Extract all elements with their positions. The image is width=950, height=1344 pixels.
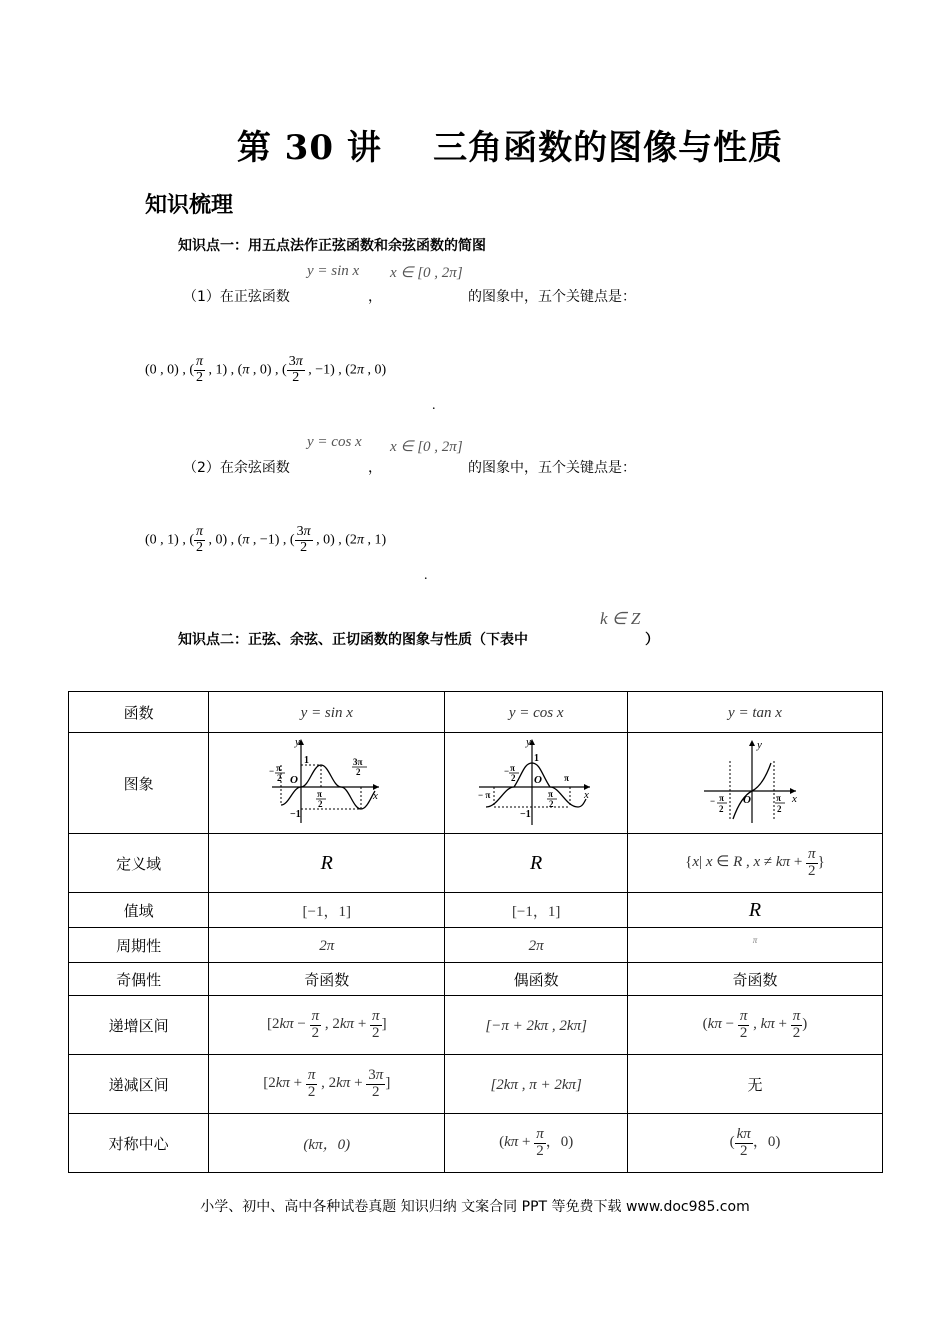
sin-func-label: y = sin x [307,263,360,279]
tick-1: 1 [303,755,309,766]
cos-func-label: y = cos x [307,434,362,450]
center-cos: (kπ + $\frac{\pi}{2}$ ，0) [499,1125,574,1159]
svg-text:2: 2 [317,799,323,809]
dec-tan: 无 [747,1075,763,1094]
svg-text:−: − [504,766,510,776]
svg-text:y: y [756,739,762,751]
dec-sin: [2kπ + $\frac{\pi}{2}$ , 2kπ + $\frac{3\pi}{2}$ ] [263,1066,391,1100]
kp1-item2-suffix: 的图象中，五个关键点是： [468,460,636,476]
svg-text:−1: −1 [520,809,531,820]
svg-text:π: π [548,789,554,799]
kp2-heading: 知识点二：正弦、余弦、正切函数的图象与性质（下表中 [178,632,528,648]
parity-sin: 奇函数 [304,970,350,989]
kp1-item2-prefix: （2）在余弦函数 [183,460,290,476]
func-sin: y = sin x [300,705,353,721]
tick-pi-2: π [316,789,322,799]
domain-sin: R [320,851,333,874]
period-cos: 2π [528,938,544,954]
label-increasing: 递增区间 [69,996,209,1055]
svg-text:2: 2 [776,804,782,814]
table-row [69,996,883,1055]
kp1-item2-comma: ， [368,460,382,476]
sin-graph [267,735,387,827]
domain-cos: R [530,851,543,874]
axis-y-label: y [294,736,300,748]
tick-3pi-2: 3π [352,757,363,767]
parity-tan: 奇函数 [732,970,778,989]
page-title: 第 30 讲 三角函数的图像与性质 [236,128,784,168]
kp2-heading-close: ） [645,632,659,648]
tick-neg1: −1 [289,809,301,820]
range-tan: R [748,898,762,921]
label-period: 周期性 [69,928,209,963]
svg-text:x: x [584,789,590,801]
footer: 小学、初中、高中各种试卷真题 知识归纳 文案合同 PPT 等免费下载 www.doc985.com [200,1199,750,1215]
label-center: 对称中心 [69,1114,209,1173]
func-tan: y = tan x [728,705,782,721]
inc-cos: [−π + 2kπ , 2kπ] [485,1018,587,1034]
cos-key-points: (0 , 1) , ( $\frac{\pi}{2}$ , 0) , (π , −1) , ( $\frac{3\pi}{2}$ , 0) , (2π , 1) [145,524,387,555]
svg-text:π: π [510,763,516,773]
cos-domain-label: x ∈ [0 , 2π] [390,439,463,455]
dot-2: . [424,568,428,583]
svg-text:π: π [775,793,781,803]
range-cos: [−1，1] [511,903,561,920]
label-range: 值域 [69,893,209,928]
svg-text:1: 1 [534,753,540,764]
table-row [69,928,883,963]
svg-text:π: π [718,793,724,803]
origin-label: O [289,774,298,786]
inc-sin: [2kπ − $\frac{\pi}{2}$ , 2kπ + $\frac{\pi}{2}$ ] [266,1007,387,1041]
svg-text:2: 2 [511,773,516,783]
table-row [69,963,883,996]
svg-text:2: 2 [549,799,554,809]
parity-cos: 偶函数 [513,970,559,989]
section-heading: 知识梳理 [145,193,234,218]
table-row [69,733,883,834]
kp1-item1-comma: ， [368,289,382,305]
table-row [69,1114,883,1173]
dot-1: . [432,398,436,413]
k-in-z: k ∈ Z [600,609,641,628]
svg-text:−: − [709,796,716,806]
inc-tan: (kπ − $\frac{\pi}{2}$ , kπ + $\frac{\pi}{2}$ ) [702,1007,808,1041]
kp1-item1-suffix: 的图象中，五个关键点是： [468,289,636,305]
func-cos: y = cos x [508,705,564,721]
label-function: 函数 [69,692,209,733]
label-parity: 奇偶性 [69,963,209,996]
label-decreasing: 递减区间 [69,1055,209,1114]
svg-text:π: π [564,773,570,783]
tan-graph [700,735,810,827]
sin-key-points: (0 , 0) , ( $\frac{\pi}{2}$ , 1) , (π , 0) , ( $\frac{3\pi}{2}$ , −1) , (2π , 0) [145,354,387,385]
period-sin: 2π [319,938,335,954]
kp1-item1-prefix: （1）在正弦函数 [183,289,290,305]
svg-text:y: y [526,736,532,748]
table-row [69,834,883,893]
kp1-heading: 知识点一：用五点法作正弦函数和余弦函数的简图 [178,238,486,254]
table-row [69,692,883,733]
sin-domain-label: x ∈ [0 , 2π] [390,265,463,281]
axis-x-label: x [372,790,378,802]
svg-text:2: 2 [718,804,724,814]
label-domain: 定义域 [69,834,209,893]
svg-text:π: π [275,763,281,773]
svg-text:x: x [791,793,797,805]
properties-table [68,691,883,1173]
period-tan: π [752,934,758,945]
center-sin: (kπ，0) [303,1136,351,1153]
center-tan: ( $\frac{k\pi}{2}$ ，0) [729,1125,781,1159]
cos-graph [476,735,596,827]
dec-cos: [2kπ , π + 2kπ] [490,1077,582,1093]
range-sin: [−1，1] [302,903,351,920]
svg-text:2: 2 [276,773,282,783]
table-row [69,893,883,928]
domain-tan: {x| x ∈ R , x ≠ kπ + $\frac{\pi}{2}$ } [685,845,825,879]
table-row [69,1055,883,1114]
svg-text:O: O [534,774,543,786]
svg-text:2: 2 [355,767,361,777]
label-graph: 图象 [69,733,209,834]
svg-text:O: O [742,794,751,806]
svg-text:− π: − π [478,790,491,800]
tick-neg-pi-2: − [268,766,274,776]
